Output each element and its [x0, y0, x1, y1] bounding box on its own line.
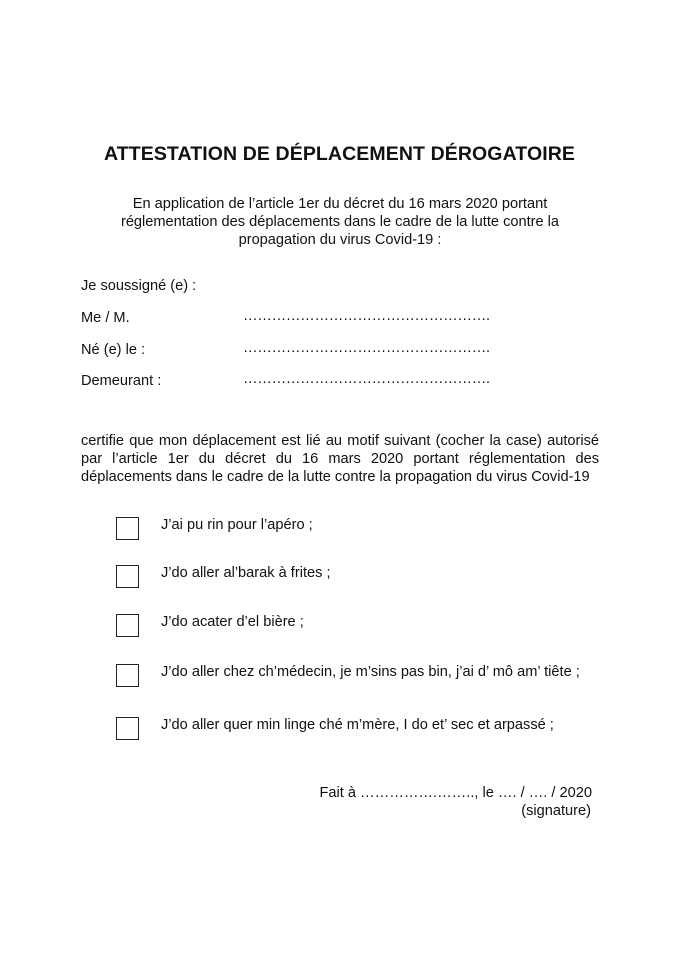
certification-line: déplacements dans le cadre de la lutte contre la propagation du virus Covid-19 [81, 469, 590, 485]
option-checkbox[interactable] [116, 614, 139, 637]
option-item [116, 664, 616, 689]
certification-line: par l’article 1er du décret du 16 mars 2020 portant réglementation des [81, 451, 599, 467]
option-item [116, 517, 616, 542]
option-checkbox[interactable] [116, 565, 139, 588]
place-date-line[interactable]: Fait à …………….…….., le …. / …. / 2020 [319, 785, 592, 801]
option-checkbox[interactable] [116, 717, 139, 740]
address-field[interactable]: ……………………………………………. [243, 371, 490, 387]
option-checkbox[interactable] [116, 664, 139, 687]
option-checkbox[interactable] [116, 517, 139, 540]
option-label: J’do aller al’barak à frites ; [161, 565, 331, 581]
page-title: ATTESTATION DE DÉPLACEMENT DÉROGATOIRE [103, 143, 576, 165]
certification-line: certifie que mon déplacement est lié au motif suivant (cocher la case) autorisé [81, 433, 599, 449]
name-field[interactable]: ……………………………………………. [243, 308, 490, 324]
option-item [116, 565, 616, 590]
certification-paragraph [81, 432, 599, 486]
intro-line: réglementation des déplacements dans le cadre de la lutte contre la [120, 214, 560, 230]
intro-line: propagation du virus Covid-19 : [238, 232, 442, 248]
option-label: J’do acater d’el bière ; [161, 614, 304, 630]
option-item [116, 717, 616, 742]
option-label: J’ai pu rin pour l’apéro ; [161, 517, 313, 533]
birthdate-field-label: Né (e) le : [81, 342, 146, 358]
name-field-label: Me / M. [81, 310, 130, 326]
undersigned-label: Je soussigné (e) : [81, 278, 197, 294]
option-label: J’do aller quer min linge ché m’mère, I do et’ sec et arpassé ; [161, 717, 554, 733]
intro-paragraph [100, 195, 580, 249]
address-field-label: Demeurant : [81, 373, 162, 389]
option-label: J’do aller chez ch’médecin, je m’sins pas bin, j’ai d’ mô am’ tiête ; [161, 664, 580, 680]
signature-label: (signature) [521, 803, 591, 819]
intro-line: En application de l’article 1er du décret du 16 mars 2020 portant [132, 196, 548, 212]
birthdate-field[interactable]: ……………………………………………. [243, 340, 490, 356]
option-item [116, 614, 616, 639]
